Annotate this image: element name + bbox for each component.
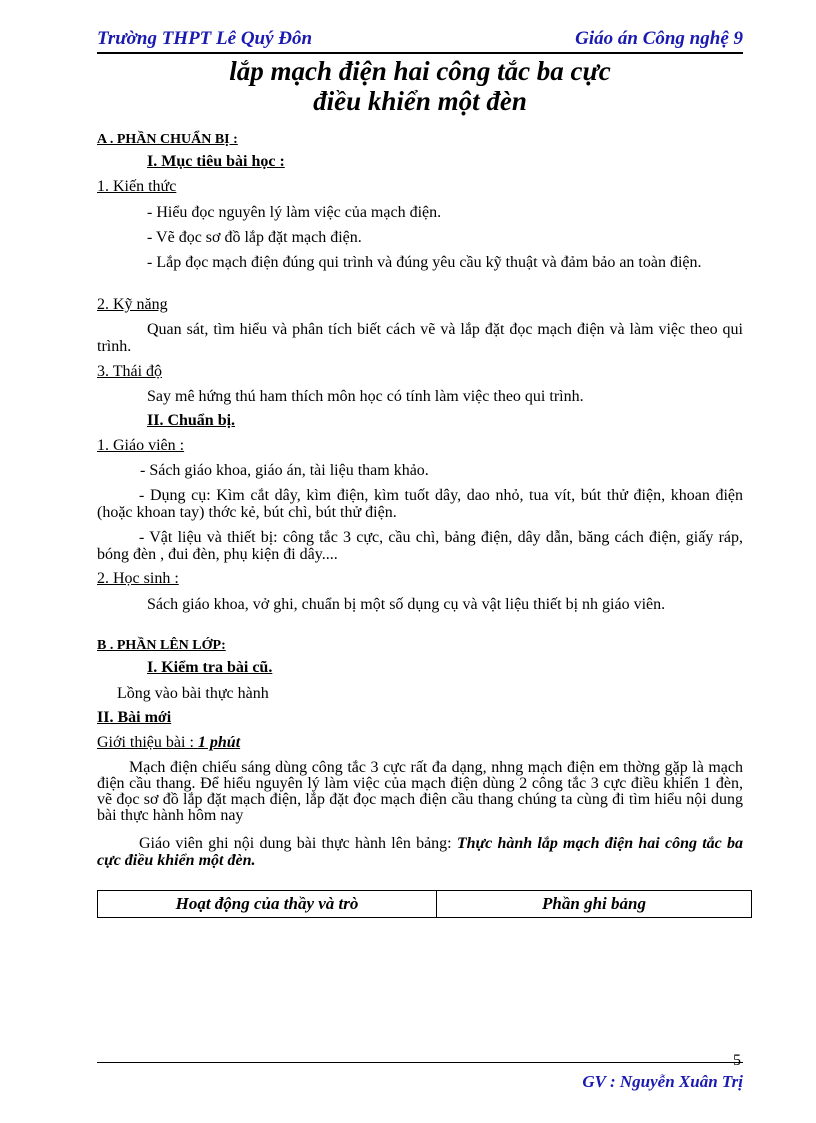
teacher-item-3: - Vật liệu và thiết bị: công tắc 3 cực, cầu chì, bảng điện, dây dẫn, băng cách điện, giấy ráp, bóng đèn , đui đèn, phụ kiện đi dây.... (97, 529, 743, 563)
footer-rule (97, 1062, 743, 1063)
document-subject: Giáo án Công nghệ 9 (575, 28, 743, 49)
preparation-heading: II. Chuẩn bị. (147, 412, 236, 429)
teacher-label: 1. Giáo viên : (97, 437, 185, 454)
board-paragraph (97, 835, 743, 869)
teacher-item-1: - Sách giáo khoa, giáo án, tài liệu tham khảo. (140, 462, 429, 479)
lesson-title-line2: điều khiển một đèn (313, 86, 527, 116)
new-lesson-heading: II. Bài mới (97, 709, 172, 726)
teacher-item-2: - Dụng cụ: Kìm cắt dây, kìm điện, kìm tuốt dây, dao nhỏ, tua vít, bút thử điện, khoan điện (hoặc khoan tay) thớc kẻ, bút chì, bút thử điện. (97, 487, 743, 521)
review-heading: I. Kiểm tra bài cũ. (147, 659, 273, 676)
intro-paragraph: Mạch điện chiếu sáng dùng công tắc 3 cực rất đa dạng, nhng mạch điện em thờng gặp là mạch điện cầu thang. Để hiểu nguyên lý làm việc của mạch điện dùng 2 công tắc 3 cực điều khiển 1 đèn, vẽ đọc sơ đồ lắp đặt mạch điện, lắp đặt đọc mạch điện cầu thang chúng ta cùng đi tìm hiểu nội dung bài thực hành hôm nay (97, 759, 743, 824)
knowledge-label: 1. Kiến thức (97, 178, 177, 195)
knowledge-item-1: - Hiểu đọc nguyên lý làm việc của mạch điện. (147, 204, 442, 221)
student-label: 2. Học sinh : (97, 570, 179, 587)
review-text: Lồng vào bài thực hành (117, 685, 269, 702)
author-name: GV : Nguyễn Xuân Trị (582, 1072, 743, 1091)
lesson-title-line1: lắp mạch điện hai công tắc ba cực (229, 56, 611, 86)
student-text: Sách giáo khoa, vở ghi, chuẩn bị một số dụng cụ và vật liệu thiết bị nh giáo viên. (147, 596, 666, 613)
board-lesson-title: Thực hành lắp mạch điện hai công tắc ba cực điều khiển một đèn. (97, 835, 743, 869)
lesson-table-header (97, 890, 752, 918)
section-b-heading: B . PHẦN LÊN LỚP: (97, 638, 226, 653)
attitude-label: 3. Thái độ (97, 363, 163, 380)
section-a-heading: A . PHẦN CHUẨN BỊ : (97, 132, 238, 147)
board-lead: Giáo viên ghi nội dung bài thực hành lên bảng: (139, 835, 457, 852)
knowledge-item-2: - Vẽ đọc sơ đồ lắp đặt mạch điện. (147, 229, 362, 246)
table-col-board: Phần ghi bảng (542, 894, 646, 913)
school-name: Trường THPT Lê Quý Đôn (97, 28, 313, 49)
page-header (97, 26, 743, 54)
intro-time: 1 phút (197, 734, 241, 751)
intro-line (97, 734, 240, 752)
intro-label: Giới thiệu bài : (97, 734, 194, 751)
attitude-text: Say mê hứng thú ham thích môn học có tính làm việc theo qui trình. (147, 388, 584, 405)
table-col-activities: Hoạt động của thầy và trò (98, 891, 437, 917)
skills-text: Quan sát, tìm hiểu và phân tích biết cách vẽ và lắp đặt đọc mạch điện và làm việc theo qui trình. (97, 321, 743, 355)
skills-label: 2. Kỹ năng (97, 296, 168, 313)
knowledge-item-3: - Lắp đọc mạch điện đúng qui trình và đúng yêu cầu kỹ thuật và đảm bảo an toàn điện. (147, 254, 702, 271)
page-number: 5 (733, 1052, 741, 1069)
objectives-heading: I. Mục tiêu bài học : (147, 153, 285, 170)
